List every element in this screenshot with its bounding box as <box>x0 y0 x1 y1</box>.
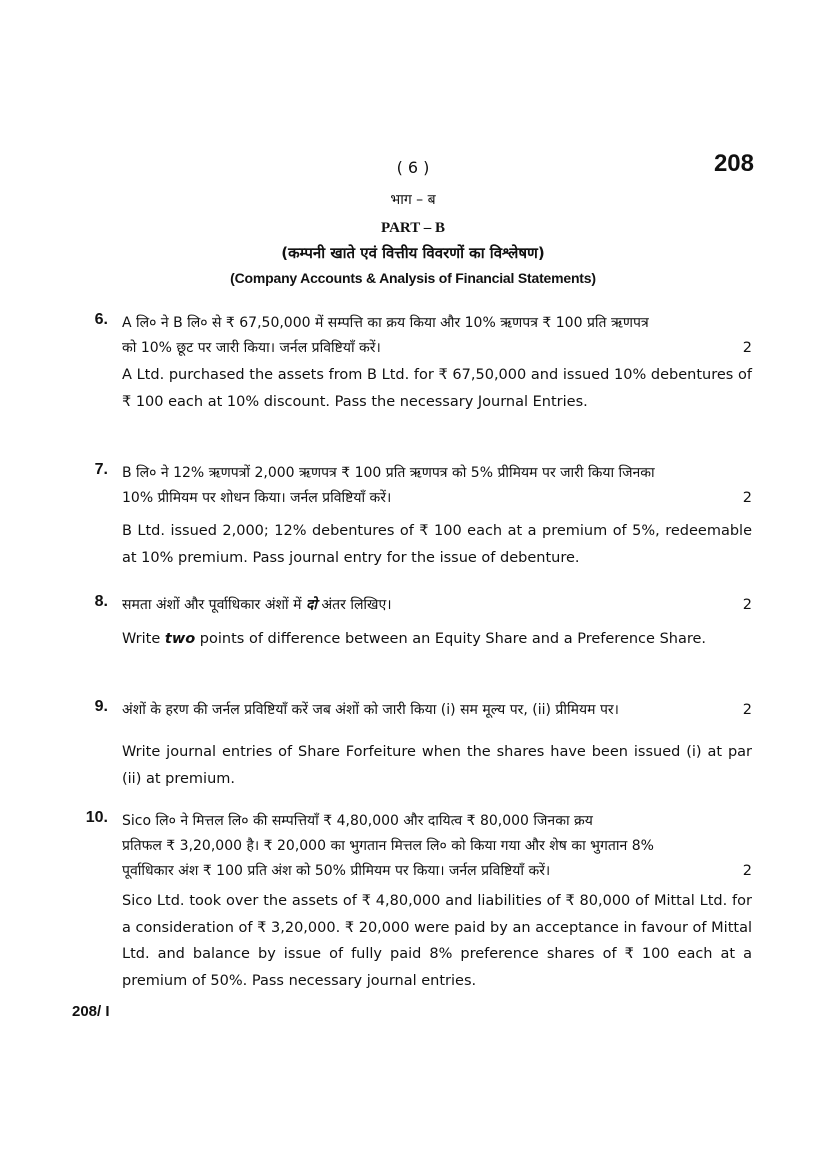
question-english: Write journal entries of Share Forfeiture when the shares have been issued (i) at par (ii) at premium. <box>122 744 752 787</box>
question-number: 7. <box>94 461 108 478</box>
question-hindi-line: प्रतिफल ₹ 3,20,000 है। ₹ 20,000 का भुगतान मित्तल लि० को किया गया और शेष का भुगतान 8% <box>122 838 654 854</box>
emphasis-two: two <box>164 631 196 647</box>
marks: 2 <box>742 702 752 718</box>
question-english: B Ltd. issued 2,000; 12% debentures of ₹ 100 each at a premium of 5%, redeemable at 10% premium. Pass journal entry for the issue of debenture. <box>122 523 752 566</box>
question-hindi-line: समता अंशों और पूर्वाधिकार अंशों में दो अंतर लिखिए। <box>122 597 392 613</box>
part-heading-hindi: भाग – ब <box>390 192 436 208</box>
paper-code: 208 <box>713 150 754 177</box>
section-subtitle-hindi: (कम्पनी खाते एवं वित्तीय विवरणों का विश्लेषण) <box>281 244 545 262</box>
section-subtitle-english: (Company Accounts & Analysis of Financial Statements) <box>230 270 596 286</box>
marks: 2 <box>742 863 752 879</box>
marks: 2 <box>742 340 752 356</box>
marks: 2 <box>742 597 752 613</box>
question-english: A Ltd. purchased the assets from B Ltd. for ₹ 67,50,000 and issued 10% debentures of ₹ 100 each at 10% discount. Pass the necessary Journal Entries. <box>122 367 752 410</box>
question-number: 6. <box>94 311 108 328</box>
question-number: 9. <box>94 698 108 715</box>
question-hindi-line: A लि० ने B लि० से ₹ 67,50,000 में सम्पत्ति का क्रय किया और 10% ऋणपत्र ₹ 100 प्रति ऋणपत्र <box>122 315 649 331</box>
page-number: ( 6 ) <box>396 158 430 177</box>
question-number: 10. <box>85 809 108 826</box>
question-hindi-line: B लि० ने 12% ऋणपत्रों 2,000 ऋणपत्र ₹ 100 प्रति ऋणपत्र को 5% प्रीमियम पर जारी किया जिनका <box>122 465 655 481</box>
question-hindi-line: Sico लि० ने मित्तल लि० की सम्पत्तियाँ ₹ 4,80,000 और दायित्व ₹ 80,000 जिनका क्रय <box>122 813 593 829</box>
footer-paper-code: 208/ I <box>72 1003 110 1020</box>
question-hindi-line: को 10% छूट पर जारी किया। जर्नल प्रविष्टियाँ करें। <box>122 340 381 356</box>
question-hindi-line: 10% प्रीमियम पर शोधन किया। जर्नल प्रविष्टियाँ करें। <box>122 490 392 506</box>
question-english: Sico Ltd. took over the assets of ₹ 4,80,000 and liabilities of ₹ 80,000 of Mittal Ltd. for a consideration of ₹ 3,20,000. ₹ 20,000 were paid by an acceptance in favour of Mittal Ltd. and balance by issue of fully paid 8% preference shares of ₹ 100 each at a premium of 50%. Pass necessary journal entries. <box>122 893 752 989</box>
marks: 2 <box>742 490 752 506</box>
question-hindi-line: पूर्वाधिकार अंश ₹ 100 प्रति अंश को 50% प्रीमियम पर किया। जर्नल प्रविष्टियाँ करें। <box>122 863 551 879</box>
question-english: Write two points of difference between an Equity Share and a Preference Share. <box>122 631 707 647</box>
question-number: 8. <box>94 593 108 610</box>
part-heading-english: PART – B <box>381 220 445 236</box>
emphasis-two-hindi: दो <box>305 597 318 613</box>
question-hindi-line: अंशों के हरण की जर्नल प्रविष्टियाँ करें जब अंशों को जारी किया (i) सम मूल्य पर, (ii) प्रीमियम पर। <box>122 702 619 718</box>
